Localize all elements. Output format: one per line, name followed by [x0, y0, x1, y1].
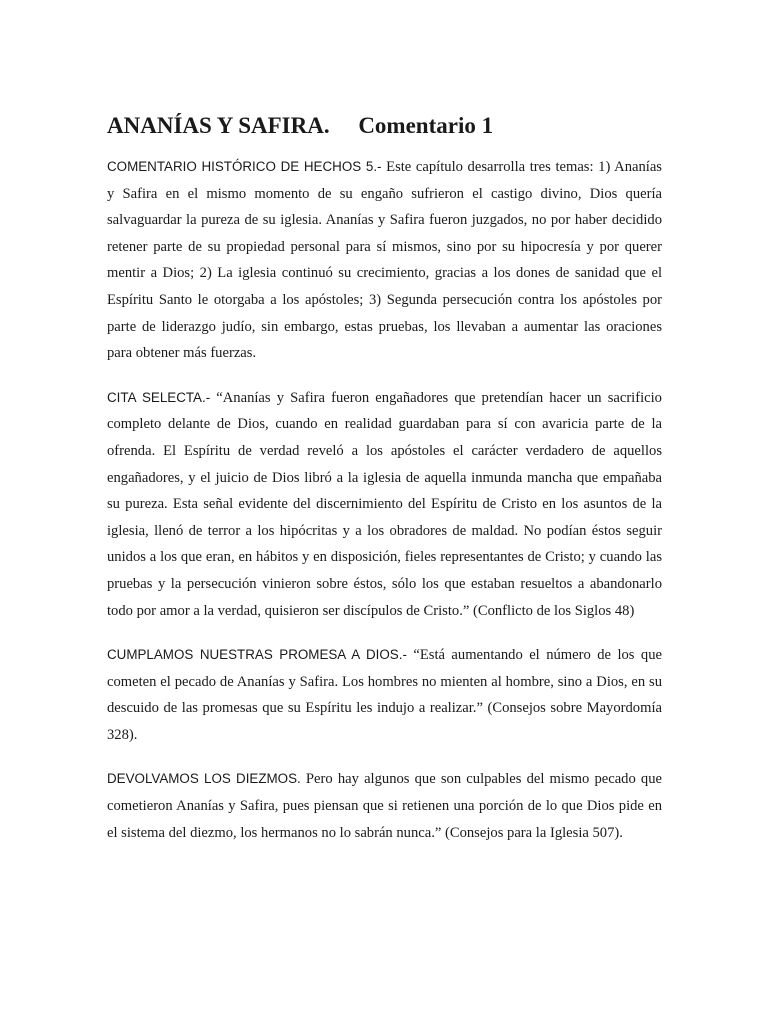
paragraph-tithes: [107, 766, 662, 846]
paragraph-body: “Ananías y Safira fueron engañadores que pretendían hacer un sacrificio completo delante de Dios, cuando en realidad guardaban para sí con avaricia parte de la ofrenda. El Espíritu de verdad reveló a los apóstoles el carácter verdadero de aquellos engañadores, y el juicio de Dios libró a la iglesia de aquella inmunda mancha que empañaba su pureza. Esta señal evidente del discernimiento del Espíritu de Cristo en los asuntos de la iglesia, llenó de terror a los hipócritas y a los obradores de maldad. No podían éstos seguir unidos a los que eran, en hábitos y en disposición, fieles representantes de Cristo; y cuando las pruebas y la persecución vinieron sobre éstos, sólo los que estaban resueltos a abandonarlo todo por amor a la verdad, quisieron ser discípulos de Cristo.” (Conflicto de los Siglos 48): [107, 389, 662, 619]
paragraph-body: “Está aumentando el número de los que cometen el pecado de Ananías y Safira. Los hombres no mienten al hombre, sino a Dios, en su descuido de las promesas que su Espíritu les indujo a realizar.” (Consejos sobre Mayordomía 328).: [107, 647, 663, 743]
paragraph-lead: COMENTARIO HISTÓRICO DE HECHOS 5.-: [107, 159, 382, 174]
paragraph-lead: DEVOLVAMOS LOS DIEZMOS.: [107, 771, 301, 787]
paragraph-lead: CITA SELECTA.-: [107, 389, 211, 405]
paragraph-lead: CUMPLAMOS NUESTRAS PROMESA A DIOS.-: [107, 647, 407, 663]
paragraph-body: Este capítulo desarrolla tres temas: 1) Ananías y Safira en el mismo momento de su engaño sufrieron el castigo divino, Dios quería salvaguardar la pureza de su iglesia. Ananías y Safira fueron juzgados, no por haber decidido retener parte de su propiedad personal para sí mismos, sino por su hipocresía y por querer mentir a Dios; 2) La iglesia continuó su crecimiento, gracias a los dones de sanidad que el Espíritu Santo le otorgaba a los apóstoles; 3) Segunda persecución contra los apóstoles por parte de liderazgo judío, sin embargo, estas pruebas, los llevaban a aumentar las oraciones para obtener más fuerzas.: [107, 159, 662, 362]
document-page: [107, 112, 662, 864]
paragraph-keep-promise: [107, 642, 662, 748]
paragraph-historical-commentary: [107, 154, 662, 367]
paragraph-selected-quote: [107, 385, 662, 624]
paragraph-body: Pero hay algunos que son culpables del mismo pecado que cometieron Ananías y Safira, pues piensan que si retienen una porción de lo que Dios pide en el sistema del diezmo, los hermanos no lo sabrán nunca.” (Consejos para la Iglesia 507).: [107, 771, 662, 841]
document-title: ANANÍAS Y SAFIRA. Comentario 1: [107, 113, 494, 138]
